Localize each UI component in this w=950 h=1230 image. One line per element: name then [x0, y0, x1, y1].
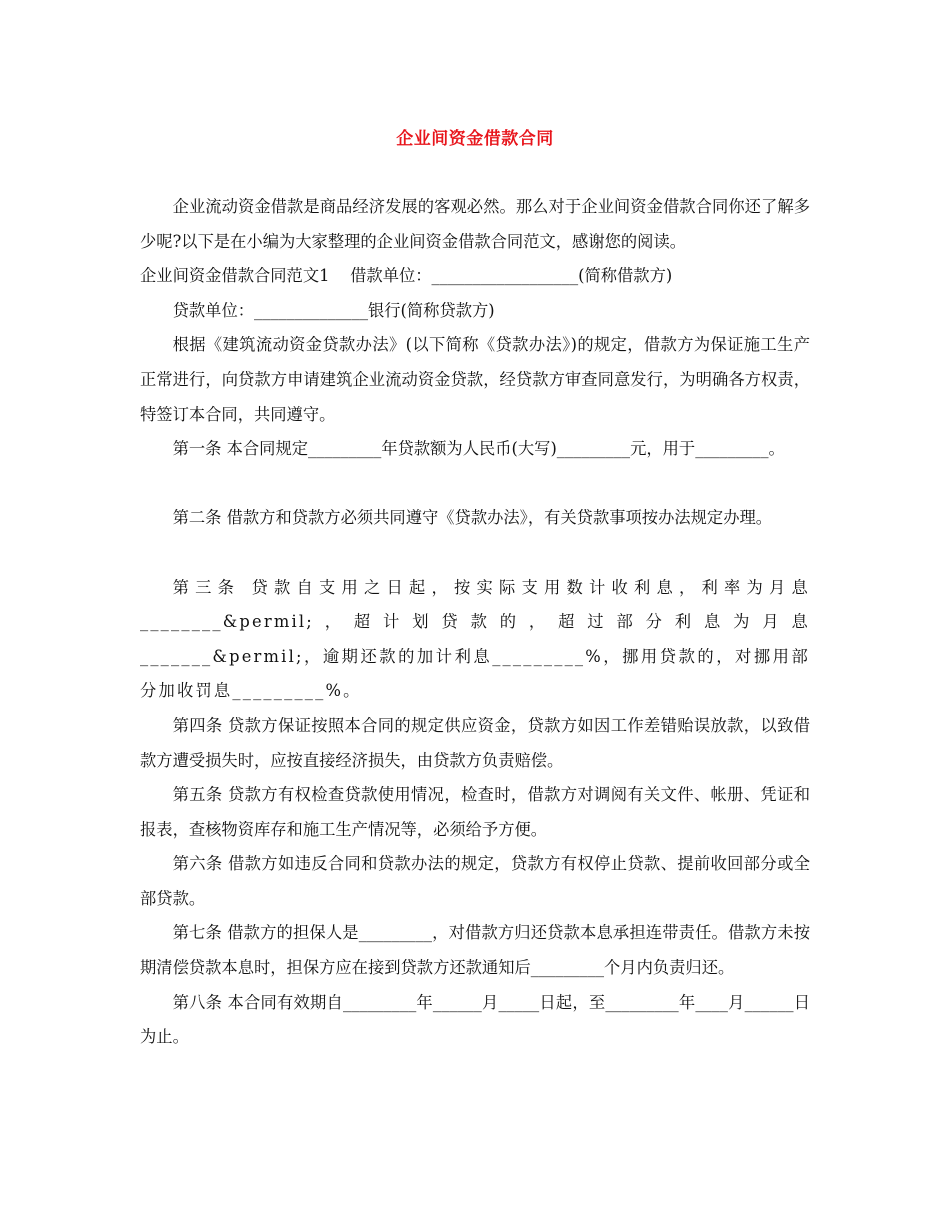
article-6: 第六条 借款方如违反合同和贷款办法的规定，贷款方有权停止贷款、提前收回部分或全部贷款。: [140, 854, 810, 908]
article-4: 第四条 贷款方保证按照本合同的规定供应资金，贷款方如因工作差错贻误放款，以致借款方遭受损失时，应按直接经济损失，由贷款方负责赔偿。: [140, 715, 810, 770]
article-5: 第五条 贷款方有权检查贷款使用情况，检查时，借款方对调阅有关文件、帐册、凭证和报表，查核物资库存和施工生产情况等，必须给予方便。: [140, 785, 810, 839]
document-title: 企业间资金借款合同: [396, 129, 554, 149]
article-2: 第二条 借款方和贷款方必须共同遵守《贷款办法》，有关贷款事项按办法规定办理。: [172, 508, 773, 528]
paragraph-gap: [140, 536, 810, 571]
article-1: 第一条 本合同规定_________年贷款额为人民币(大写)_________元，用于_________。: [172, 439, 785, 459]
lender-line: 贷款单位：______________银行(简称贷款方): [172, 300, 495, 320]
intro-paragraph: 企业流动资金借款是商品经济发展的客观必然。那么对于企业间资金借款合同你还了解多少呢?以下是在小编为大家整理的企业间资金借款合同范文，感谢您的阅读。: [140, 197, 810, 251]
preamble-paragraph: 根据《建筑流动资金贷款办法》(以下简称《贷款办法》)的规定，借款方为保证施工生产正常进行，向贷款方申请建筑企业流动资金贷款，经贷款方审查同意发行，为明确各方权责，特签订本合同，共同遵守。: [140, 335, 810, 424]
document-body: [140, 190, 810, 1055]
article-3: 第三条 贷款自支用之日起，按实际支用数计收利息，利率为月息________&permil;，超计划贷款的，超过部分利息为月息_______&permil;，逾期还款的加计利息_________%，挪用贷款的，对挪用部分加收罚息_________%。: [140, 577, 810, 701]
article-7: 第七条 借款方的担保人是_________，对借款方归还贷款本息承担连带责任。借款方未按期清偿贷款本息时，担保方应在接到贷款方还款通知后_________个月内负责归还。: [140, 923, 810, 978]
borrower-line: 企业间资金借款合同范文1 借款单位：__________________(简称借款方): [140, 266, 673, 286]
paragraph-gap: [140, 467, 810, 502]
article-8: 第八条 本合同有效期自_________年______月_____日起，至_________年____月______日为止。: [140, 992, 810, 1047]
